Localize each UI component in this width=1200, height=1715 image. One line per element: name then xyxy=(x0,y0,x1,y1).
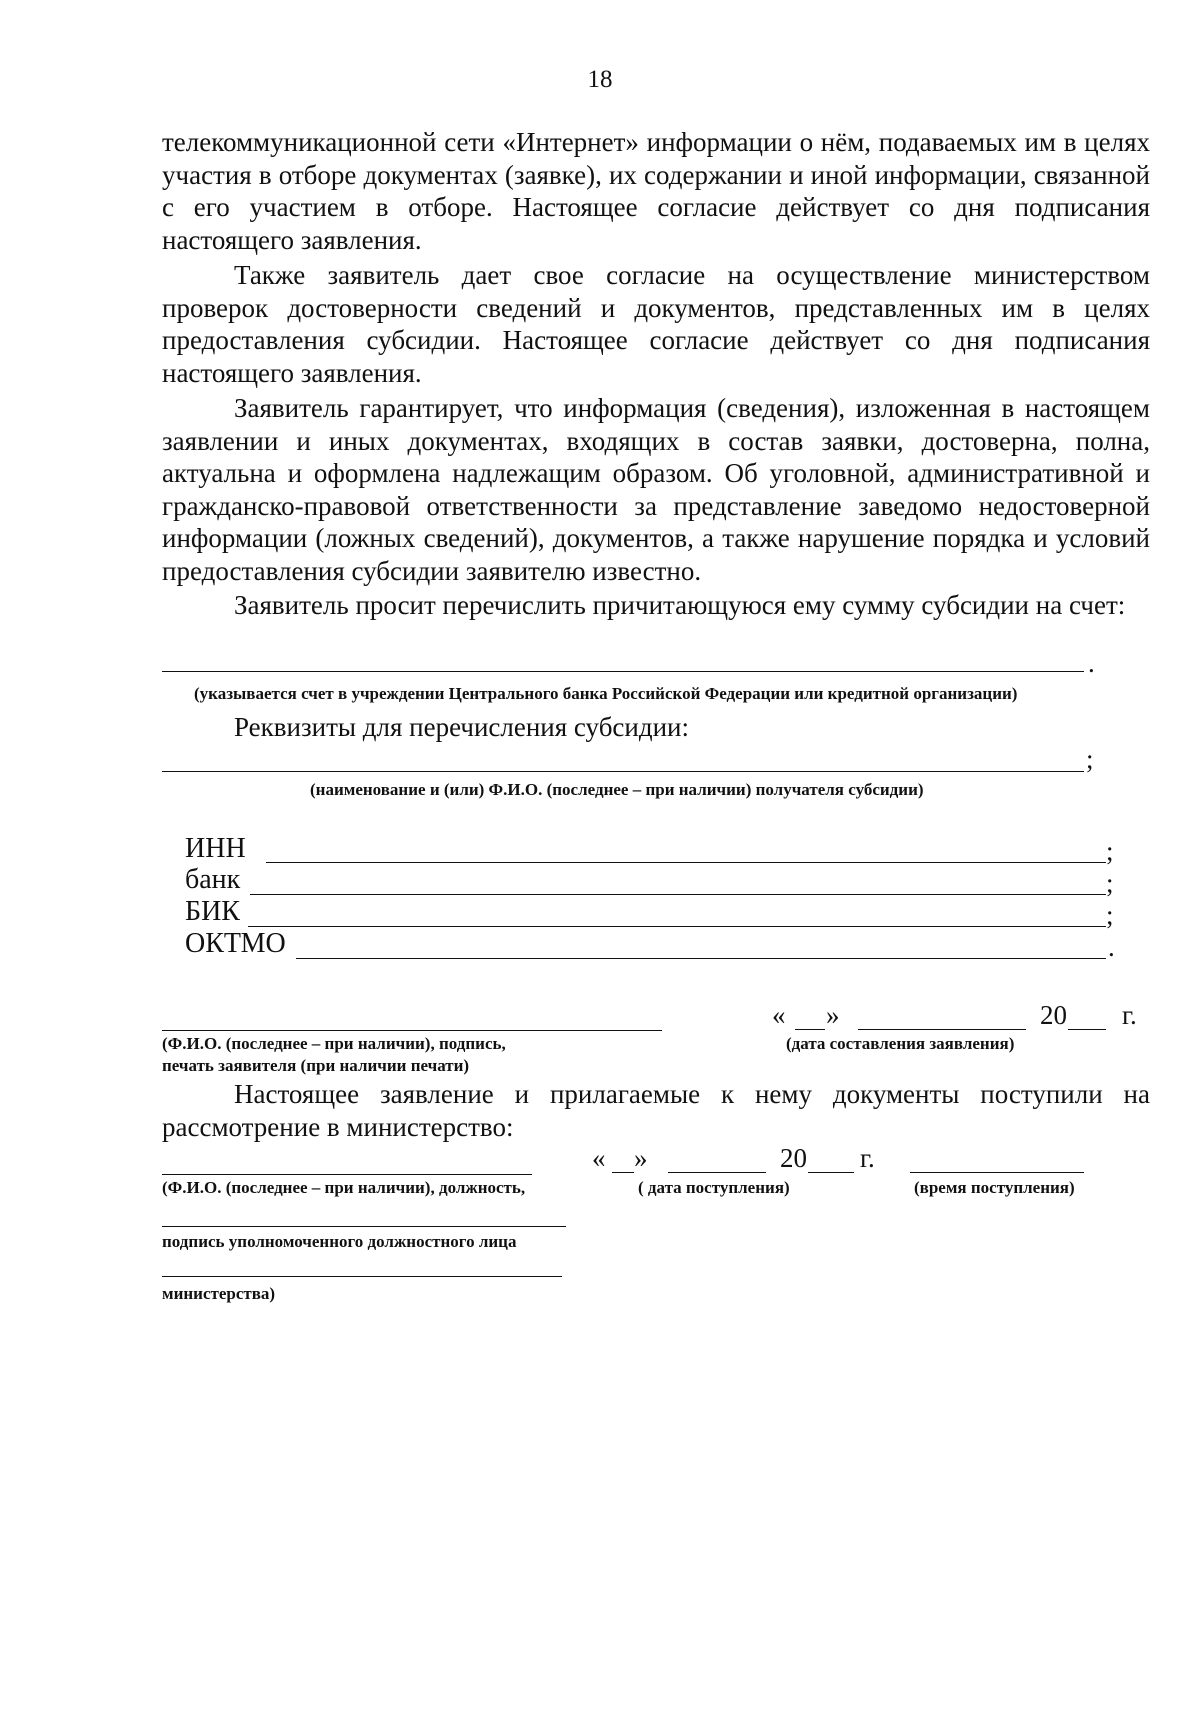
recipient-input-line[interactable] xyxy=(162,771,1084,772)
account-caption: (указывается счет в учреждении Центрального банка Российской Федерации или кредитной организации) xyxy=(194,684,1018,703)
inn-label: ИНН xyxy=(185,833,246,864)
paragraph-guarantee xyxy=(162,392,1150,588)
oktmo-input-line[interactable] xyxy=(296,958,1106,959)
official-caption: (Ф.И.О. (последнее – при наличии), должность, xyxy=(162,1178,526,1197)
bank-label: банк xyxy=(185,864,241,895)
paragraph-text: Настоящее заявление и прилагаемые к нему документы поступили на рассмотрение в министерство: xyxy=(162,1079,1150,1142)
receipt-year-input-line[interactable] xyxy=(808,1172,854,1173)
receipt-quote-open: « xyxy=(592,1143,606,1173)
bank-input-line[interactable] xyxy=(250,894,1106,895)
bik-label: БИК xyxy=(185,896,240,927)
applicant-signature-line[interactable] xyxy=(162,1030,662,1031)
signature-caption: подпись уполномоченного должностного лица xyxy=(162,1232,517,1251)
paragraph-consent-publication xyxy=(162,126,1150,256)
date-year-input-line[interactable] xyxy=(1068,1029,1106,1030)
bank-line-end: ; xyxy=(1106,868,1114,898)
receipt-time-caption: (время поступления) xyxy=(914,1178,1075,1197)
paragraph-text: Заявитель просит перечислить причитающуюся ему сумму субсидии на счет: xyxy=(234,590,1126,620)
receipt-quote-close: » xyxy=(634,1143,648,1173)
inn-input-line[interactable] xyxy=(266,862,1106,863)
official-signature-line[interactable] xyxy=(162,1226,566,1227)
recipient-caption: (наименование и (или) Ф.И.О. (последнее – при наличии) получателя субсидии) xyxy=(310,780,924,799)
recipient-line-end: ; xyxy=(1086,744,1094,774)
paragraph-transfer-request xyxy=(162,589,1150,622)
account-input-line[interactable] xyxy=(162,671,1084,672)
inn-line-end: ; xyxy=(1106,836,1114,866)
paragraph-text: Заявитель гарантирует, что информация (сведения), изложенная в настоящем заявлении и иных документах, входящих в состав заявки, достоверна, полна, актуальна и оформлена надлежащим образом. Об уголовной, административной и гражданско-правовой ответственности за представление заведомо недостоверной информации (ложных сведений), документов, а также нарушение порядка и условий предоставления субсидии заявителю известно. xyxy=(162,393,1150,586)
date-quote-close: » xyxy=(826,1000,840,1030)
official-input-line[interactable] xyxy=(162,1174,532,1175)
receipt-day-input-line[interactable] xyxy=(612,1172,634,1173)
bik-input-line[interactable] xyxy=(248,926,1106,927)
paragraph-text: телекоммуникационной сети «Интернет» информации о нём, подаваемых им в целях участия в отборе документах (заявке), их содержании и иной информации, связанной с его участием в отборе. Настоящее согласие действует со дня подписания настоящего заявления. xyxy=(162,127,1150,255)
applicant-caption-line2: печать заявителя (при наличии печати) xyxy=(162,1056,470,1075)
account-line-end: . xyxy=(1088,648,1095,678)
date-day-input-line[interactable] xyxy=(795,1029,825,1030)
paragraph-consent-checks xyxy=(162,259,1150,389)
receipt-time-input-line[interactable] xyxy=(910,1172,1084,1173)
receipt-date-caption: ( дата поступления) xyxy=(638,1178,790,1197)
receipt-year-prefix: 20 xyxy=(780,1143,807,1173)
oktmo-line-end: . xyxy=(1108,932,1115,962)
requisites-heading: Реквизиты для перечисления субсидии: xyxy=(234,712,690,742)
date-year-suffix: г. xyxy=(1122,1000,1137,1030)
date-month-input-line[interactable] xyxy=(858,1029,1026,1030)
ministry-caption: министерства) xyxy=(162,1284,276,1303)
date-compiled-caption: (дата составления заявления) xyxy=(786,1034,1015,1053)
page-number: 18 xyxy=(587,66,613,93)
bik-line-end: ; xyxy=(1106,900,1114,930)
paragraph-text: Также заявитель дает свое согласие на осуществление министерством проверок достоверности сведений и документов, представленных им в целях предоставления субсидии. Настоящее согласие действует со дня подписания настоящего заявления. xyxy=(162,260,1150,388)
receipt-year-suffix: г. xyxy=(860,1143,875,1173)
receipt-month-input-line[interactable] xyxy=(668,1172,766,1173)
ministry-input-line[interactable] xyxy=(162,1276,562,1277)
date-quote-open: « xyxy=(772,1000,786,1030)
oktmo-label: ОКТМО xyxy=(185,928,286,959)
applicant-caption-line1: (Ф.И.О. (последнее – при наличии), подпись, xyxy=(162,1034,506,1053)
paragraph-receipt xyxy=(162,1078,1150,1143)
date-year-prefix: 20 xyxy=(1040,1000,1067,1030)
